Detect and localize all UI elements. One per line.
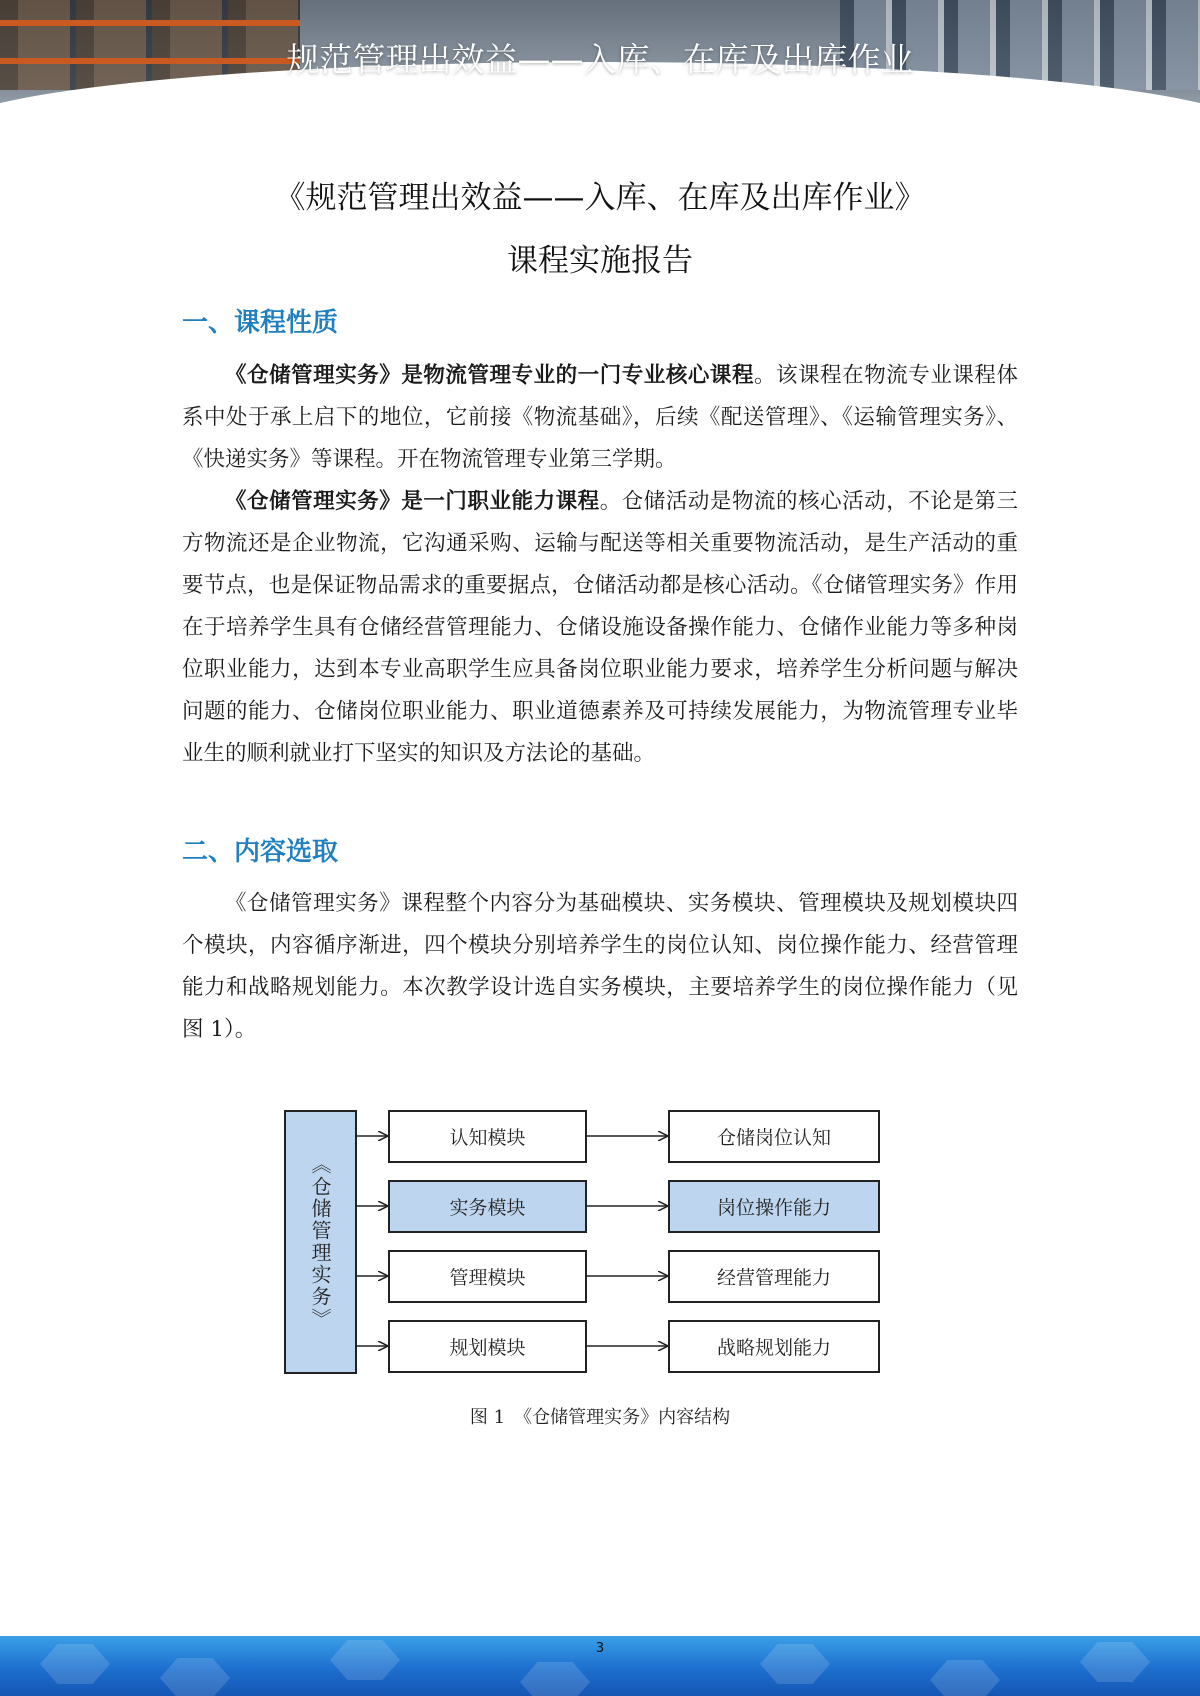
paragraph-body: 。该课程在物流专业课程体系中处于承上启下的地位，它前接《物流基础》，后续《配送管理》、《运输管理实务》、《快递实务》等课程。开在物流管理专业第三学期。 — [182, 363, 1018, 472]
footer-hex-decoration — [160, 1658, 230, 1696]
ability-box-cognition: 仓储岗位认知 — [668, 1110, 880, 1163]
document-subtitle: 课程实施报告 — [507, 243, 693, 279]
paragraph-course-core — [182, 355, 1018, 481]
paragraph-content-selection — [182, 883, 1018, 1051]
footer-hex-decoration — [930, 1660, 1000, 1696]
paragraph-body: 《仓储管理实务》课程整个内容分为基础模块、实务模块、管理模块及规划模块四个模块，内容循序渐进，四个模块分别培养学生的岗位认知、岗位操作能力、经营管理能力和战略规划能力。本次教学设计选自实务模块，主要培养学生的岗位操作能力（见图 1）。 — [182, 891, 1018, 1042]
banner-title: 规范管理出效益——入库、在库及出库作业 — [286, 40, 914, 79]
warehouse-shelf-band — [0, 20, 300, 26]
page-number: 3 — [595, 1641, 605, 1656]
figure-root-box: 《仓储管理实务》 — [284, 1110, 357, 1374]
module-box-management: 管理模块 — [388, 1250, 587, 1303]
figure-arrows — [0, 1100, 1200, 1400]
paragraph-vocational — [182, 481, 1018, 775]
section-heading-nature: 一、课程性质 — [182, 308, 339, 338]
ability-box-management: 经营管理能力 — [668, 1250, 880, 1303]
paragraph-body: 。仓储活动是物流的核心活动，不论是第三方物流还是企业物流，它沟通采购、运输与配送等相关重要物流活动，是生产活动的重要节点，也是保证物品需求的重要据点，仓储活动都是核心活动。《仓储管理实务》作用在于培养学生具有仓储经营管理能力、仓储设施设备操作能力、仓储作业能力等多种岗位职业能力，达到本专业高职学生应具备岗位职业能力要求，培养学生分析问题与解决问题的能力、仓储岗位职业能力、职业道德素养及可持续发展能力，为物流管理专业毕业生的顺利就业打下坚实的知识及方法论的基础。 — [182, 489, 1018, 766]
figure-caption: 图 1 《仓储管理实务》内容结构 — [469, 1407, 731, 1428]
module-box-planning: 规划模块 — [388, 1320, 587, 1373]
module-box-cognition: 认知模块 — [388, 1110, 587, 1163]
footer-hex-decoration — [520, 1662, 590, 1696]
ability-box-strategy: 战略规划能力 — [668, 1320, 880, 1373]
section-heading-content: 二、内容选取 — [182, 837, 339, 867]
header-banner — [0, 0, 1200, 110]
figure-content-structure — [0, 1100, 1200, 1400]
paragraph-bold-lead: 《仓储管理实务》是物流管理专业的一门专业核心课程 — [225, 363, 755, 388]
module-box-practice: 实务模块 — [388, 1180, 587, 1233]
document-title: 《规范管理出效益——入库、在库及出库作业》 — [274, 180, 926, 216]
ability-box-operation: 岗位操作能力 — [668, 1180, 880, 1233]
paragraph-bold-lead: 《仓储管理实务》是一门职业能力课程 — [225, 489, 600, 514]
